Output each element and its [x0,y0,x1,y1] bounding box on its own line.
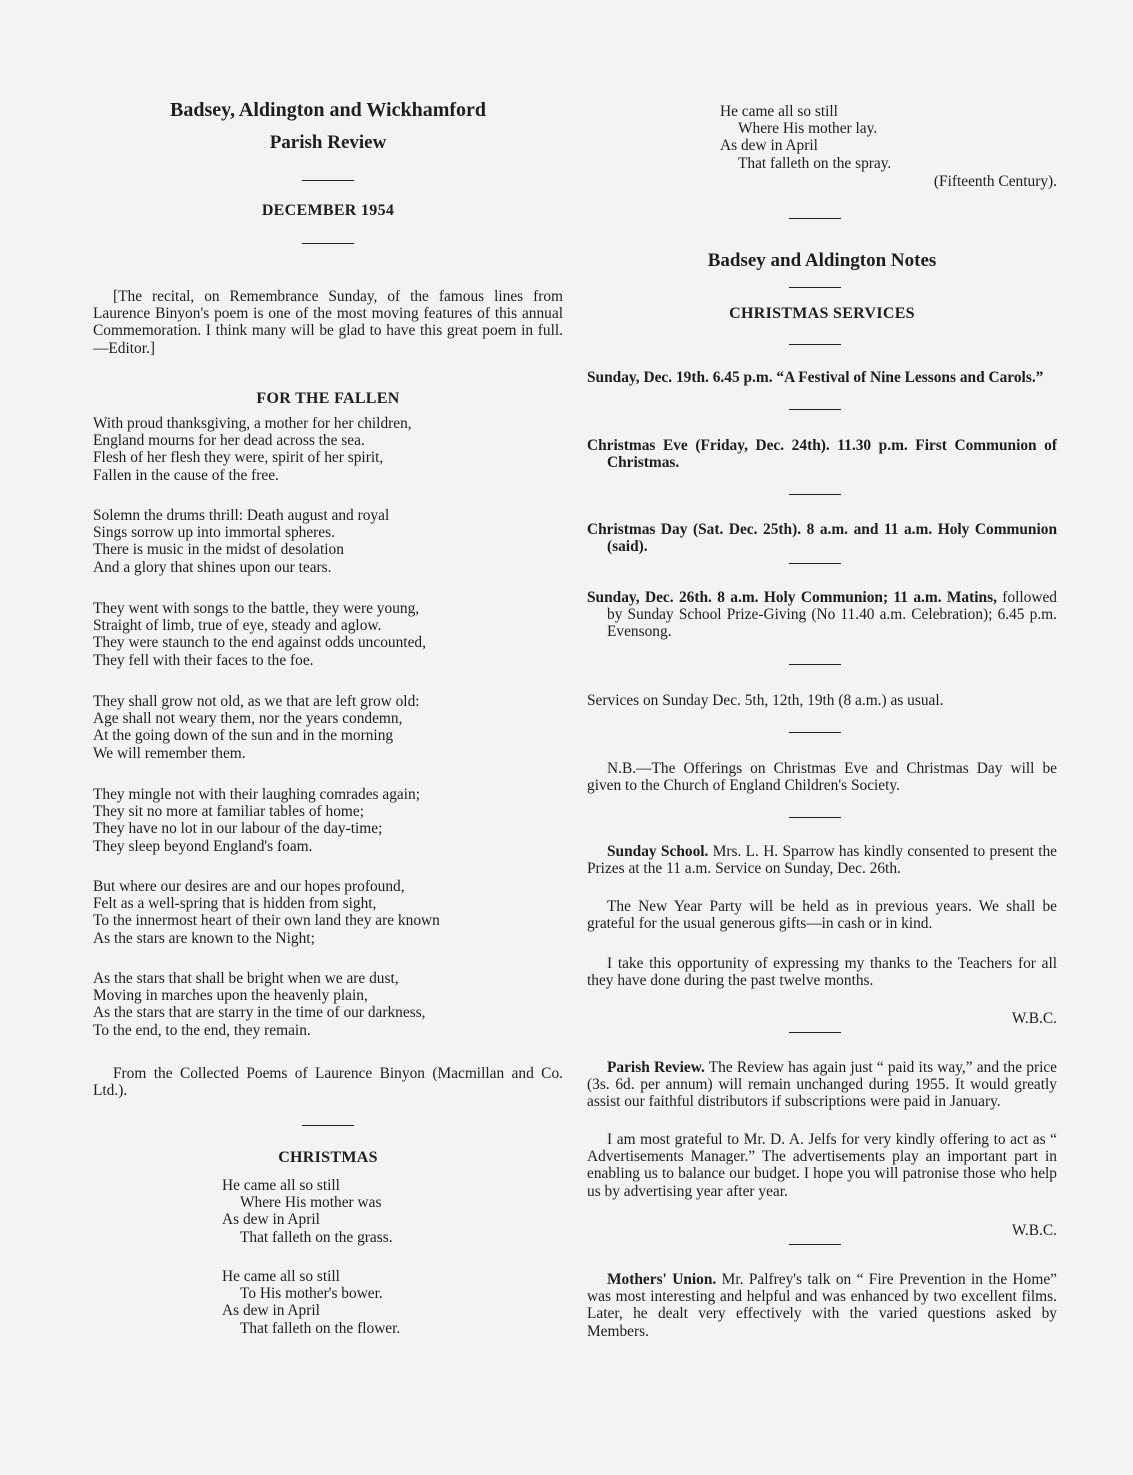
divider [789,287,841,288]
verse-line: Sings sorrow up into immortal spheres. [93,524,335,542]
editor-note: [The recital, on Remembrance Sunday, of the famous lines from Laurence Binyon's poem is one of the most moving features of this annual Commemoration. I think many will be glad to have this great poem in full.—Editor.] [93,288,563,357]
verse-line: Fallen in the cause of the free. [93,466,279,484]
verse-line: He came all so still [222,1177,340,1194]
verse-line: That falleth on the flower. [240,1319,401,1337]
masthead-subtitle: Parish Review [269,132,387,153]
service-item: Sunday, Dec. 19th. 6.45 p.m. “A Festival of Nine Lessons and Carols.” [587,369,1044,386]
verse-line: They shall grow not old, as we that are left grow old: [93,693,420,710]
signature: W.B.C. [1011,1222,1057,1239]
verse-line: They sleep beyond England's foam. [93,837,313,855]
verse-line: Moving in marches upon the heavenly plain, [93,987,368,1005]
verse-line: As dew in April [222,1211,320,1229]
verse-line: With proud thanksgiving, a mother for her children, [93,415,412,432]
divider [789,817,841,818]
verse-line: They sit no more at familiar tables of home; [93,803,364,821]
divider [789,344,841,345]
verse-line: Flesh of her flesh they were, spirit of her spirit, [93,449,384,467]
service-item-text: followed by Sunday School Prize-Giving (No 11.40 a.m. Celebration); 6.45 p.m. Evensong. [607,589,1057,641]
divider [789,1244,841,1245]
verse-line: They were staunch to the end against odds uncounted, [93,634,426,652]
divider [302,180,354,181]
sunday-school-note [587,843,1057,877]
divider [789,494,841,495]
issue-date: DECEMBER 1954 [261,202,395,219]
section-heading: Parish Review. [607,1059,705,1076]
verse-line: But where our desires are and our hopes profound, [93,878,405,895]
verse-line: To His mother's bower. [240,1285,383,1303]
section-text: Mr. Palfrey's talk on “ Fire Prevention in the Home” was most interesting and helpful and was enhanced by two excellent films. Later, he dealt very effectively with the varied questions asked by Members. [587,1271,1057,1340]
section-heading: Mothers' Union. [607,1271,717,1288]
carol-verse-1 [222,1177,563,1246]
verse-line: They went with songs to the battle, they were young, [93,600,420,617]
verse-line: As the stars are known to the Night; [93,929,315,947]
signature: W.B.C. [1011,1010,1057,1027]
poem-title: FOR THE FALLEN [256,390,400,407]
service-item: Christmas Eve (Friday, Dec. 24th). 11.30 p.m. First Communion of Christmas. [587,437,1057,472]
divider [789,409,841,410]
poem-stanza-5 [93,786,563,855]
poem-stanza-6 [93,878,563,947]
poem-stanza-4 [93,693,563,762]
parish-review-note [587,1059,1057,1111]
section-text: Mrs. L. H. Sparrow has kindly consented to present the Prizes at the 11 a.m. Service on Sunday, Dec. 26th. [587,843,1057,878]
masthead-title: Badsey, Aldington and Wickhamford [169,99,487,121]
divider [789,563,841,564]
divider [789,732,841,733]
verse-line: They have no lot in our labour of the day-time; [93,820,383,838]
section-text: The Review has again just “ paid its way,” and the price (3s. 6d. per annum) will remain unchanged during 1955. It would greatly assist our faithful distributors if subscriptions were paid in January. [587,1059,1058,1111]
verse-line: He came all so still [720,103,838,120]
verse-line: We will remember them. [93,744,246,762]
carol-verse-3 [720,103,1057,172]
verse-line: Solemn the drums thrill: Death august and royal [93,507,390,524]
poem-stanza-2 [93,507,563,576]
service-item-heading: Sunday, Dec. 26th. 8 a.m. Holy Communion; 11 a.m. Matins, [587,589,997,606]
source-note: From the Collected Poems of Laurence Binyon (Macmillan and Co. Ltd.). [93,1065,563,1100]
verse-line: Age shall not weary them, nor the years condemn, [93,710,403,728]
poem-stanza-7 [93,970,563,1039]
verse-line: Straight of limb, true of eye, steady and aglow. [93,617,382,635]
divider [302,1125,354,1126]
verse-line: He came all so still [222,1268,340,1285]
verse-line: To the innermost heart of their own land they are known [93,912,440,930]
services-title: CHRISTMAS SERVICES [729,305,915,322]
verse-line: That falleth on the spray. [738,154,892,172]
notes-title: Badsey and Aldington Notes [707,250,937,271]
verse-line: Where His mother was [240,1194,382,1212]
carol-verse-2 [222,1268,563,1337]
poem-stanza-3 [93,600,563,669]
verse-line: Felt as a well-spring that is hidden from sight, [93,895,377,913]
divider [789,1032,841,1033]
verse-line: They fell with their faces to the foe. [93,651,314,669]
verse-line: That falleth on the grass. [240,1228,393,1246]
sunday-school-paragraph: The New Year Party will be held as in previous years. We shall be grateful for the usual generous gifts—in cash or in kind. [587,898,1057,933]
service-item [587,589,1057,641]
verse-line: To the end, to the end, they remain. [93,1021,311,1039]
service-item: Services on Sunday Dec. 5th, 12th, 19th (8 a.m.) as usual. [587,692,944,709]
verse-line: Where His mother lay. [738,120,878,138]
section-heading: Sunday School. [607,843,709,860]
carol-title: CHRISTMAS [278,1149,378,1166]
verse-line: England mourns for her dead across the sea. [93,432,365,450]
mothers-union-note [587,1271,1057,1340]
divider [789,218,841,219]
verse-line: As dew in April [222,1302,320,1320]
verse-line: And a glory that shines upon our tears. [93,558,332,576]
service-item: Christmas Day (Sat. Dec. 25th). 8 a.m. and 11 a.m. Holy Communion (said). [587,521,1057,556]
divider [789,664,841,665]
carol-credit: (Fifteenth Century). [933,173,1057,190]
verse-line: As the stars that are starry in the time of our darkness, [93,1004,426,1022]
parish-review-paragraph: I am most grateful to Mr. D. A. Jelfs for very kindly offering to act as “ Advertisements Manager.” The advertisements play an important part in enabling us to balance our budget. I hope you will patronise those who help us by advertising year after year. [587,1131,1057,1200]
verse-line: As the stars that shall be bright when we are dust, [93,970,399,987]
nb-note: N.B.—The Offerings on Christmas Eve and Christmas Day will be given to the Church of England Children's Society. [587,760,1057,795]
verse-line: As dew in April [720,137,818,155]
poem-stanza-1 [93,415,563,484]
verse-line: At the going down of the sun and in the morning [93,727,394,745]
sunday-school-paragraph: I take this opportunity of expressing my thanks to the Teachers for all they have done during the past twelve months. [587,955,1057,990]
verse-line: There is music in the midst of desolation [93,541,344,559]
verse-line: They mingle not with their laughing comrades again; [93,786,420,803]
divider [302,243,354,244]
